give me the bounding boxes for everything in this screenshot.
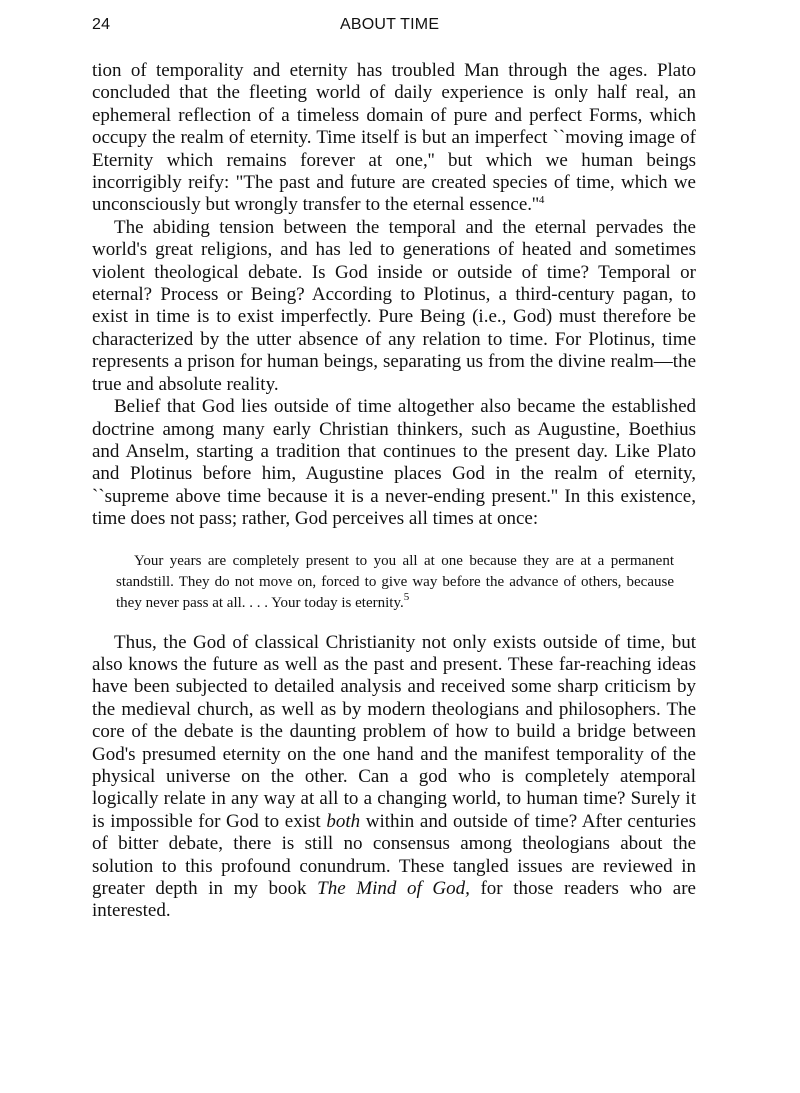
block-quote (116, 551, 674, 614)
emphasis-both: both (326, 810, 361, 832)
book-page (92, 14, 696, 923)
running-title: ABOUT TIME (340, 16, 440, 33)
paragraph-plato (92, 60, 696, 217)
paragraph-text: Belief that God lies outside of time altogether also became the established doctrine among many early Christian thinkers, such as Augustine, Boethius and Anselm, starting a tradition that continues to the present day. Like Plato and Plotinus before him, Augustine places God in the realm of eternity, ``supreme above time because it is a never-ending present.'' In this existence, time does not pass; rather, God perceives all times at once: (92, 396, 696, 530)
running-head (92, 14, 696, 40)
paragraph-augustine (92, 396, 696, 530)
page-number: 24 (92, 16, 111, 33)
paragraph-text: The abiding tension between the temporal and the eternal pervades the world's great religions, and has led to generations of heated and sometimes violent theological debate. Is God inside or outside of time? Temporal or eternal? Process or Being? According to Plotinus, a third-century pagan, to exist in time is to exist imperfectly. Pure Being (i.e., God) must therefore be characterized by the utter absence of any relation to time. For Plotinus, time represents a prison for human beings, separating us from the divine realm—the true and absolute reality. (92, 216, 696, 395)
book-title: The Mind of God, (317, 878, 470, 899)
paragraph-text: within and outside of time? After centuries of bitter debate, there is still no consensus among theologians about the solution to this profound conundrum. These tangled issues are reviewed in greater depth in my book (92, 810, 696, 899)
paragraph-classical-christianity (92, 632, 696, 923)
paragraph-text: for those readers who are interested. (92, 878, 696, 922)
quote-text: Your years are completely present to you all at one because they are at a permanent standstill. They do not move on, forced to give way before the advance of others, because they never pass at all. . . . Your today is eternity. (116, 552, 674, 611)
paragraph-plotinus (92, 217, 696, 396)
body-text (92, 60, 696, 923)
footnote-reference: 5 (403, 590, 410, 603)
paragraph-text: Thus, the God of classical Christianity not only exists outside of time, but also knows the future as well as the past and present. These far-reaching ideas have been subjected to detailed analysis and received some sharp criticism by the medieval church, as well as by modern theologians and philosophers. The core of the debate is the daunting problem of how to build a bridge between God's presumed eternity on the one hand and the manifest temporality of the physical universe on the other. Can a god who is completely atemporal logically relate in any way at all to a changing world, to human time? Surely it is impossible for God to exist (92, 631, 696, 832)
footnote-reference: 4 (538, 194, 545, 207)
paragraph-text: tion of temporality and eternity has troubled Man through the ages. Plato concluded that the fleeting world of daily experience is only half real, an ephemeral reflection of a timeless domain of pure and perfect Forms, which occupy the realm of eternity. Time itself is but an imperfect ``moving image of Eternity which remains forever at one,'' but which we human beings incorrigibly reify: "The past and future are created species of time, which we unconsciously but wrongly transfer to the eternal essence.'' (92, 60, 696, 216)
